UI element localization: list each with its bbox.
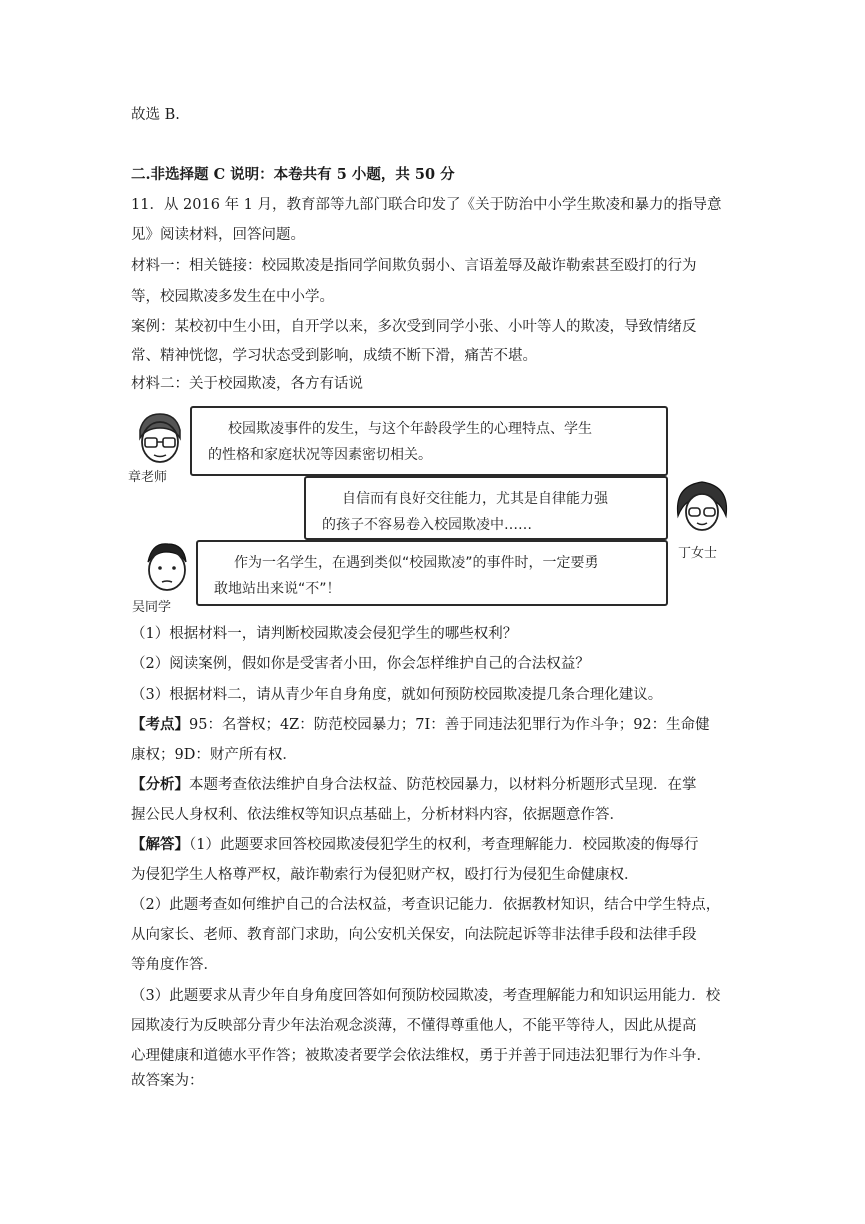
- fenxi-line-2: 握公民人身权利、依法维权等知识点基础上，分析材料内容，依据题意作答．: [131, 807, 624, 823]
- speech-illustration: [128, 404, 732, 614]
- subquestion-1: （1）根据材料一，请判断校园欺凌会侵犯学生的哪些权利？: [131, 626, 518, 642]
- teacher-name: 章老师: [128, 470, 168, 485]
- teacher-avatar-icon: [130, 408, 190, 468]
- section-heading: 二.非选择题 C 说明：本卷共有 5 小题，共 50 分: [131, 166, 455, 183]
- kaodian-line-2: 康权；9D：财产所有权．: [131, 747, 297, 763]
- woman-speech-line-2: 的孩子不容易卷入校园欺凌中……: [322, 517, 532, 533]
- jieda-line-1: [131, 835, 731, 855]
- question-line-1: 11．从 2016 年 1 月，教育部等九部门联合印发了《关于防治中小学生欺凌和暴力的指导意: [131, 197, 722, 213]
- subquestion-2: （2）阅读案例，假如你是受害者小田，你会怎样维护自己的合法权益？: [131, 656, 590, 672]
- answer3-line-3: 心理健康和道德水平作答；被欺凌者要学会依法维权，勇于并善于同违法犯罪行为作斗争．: [131, 1048, 711, 1064]
- teacher-speech-line-2: 的性格和家庭状况等因素密切相关。: [208, 447, 432, 463]
- woman-speech-line-1: 自信而有良好交往能力，尤其是自律能力强: [342, 491, 608, 507]
- answer2-line-2: 从向家长、老师、教育部门求助，向公安机关保安，向法院起诉等非法律手段和法律手段: [131, 927, 697, 943]
- answer3-line-2: 园欺凌行为反映部分青少年法治观念淡薄，不懂得尊重他人，不能平等待人，因此从提高: [131, 1018, 697, 1034]
- fenxi-label: 【分析】: [131, 776, 189, 793]
- jieda-line-2: 为侵犯学生人格尊严权，敲诈勒索行为侵犯财产权，殴打行为侵犯生命健康权．: [131, 867, 639, 883]
- woman-name: 丁女士: [678, 546, 718, 561]
- answer3-line-4: 故答案为：: [131, 1073, 204, 1089]
- subquestion-3: （3）根据材料二，请从青少年自身角度，就如何预防校园欺凌提几条合理化建议。: [131, 687, 663, 703]
- student-speech-line-2: 敢地站出来说“不”！: [214, 581, 341, 597]
- answer2-line-1: （2）此题考查如何维护自己的合法权益，考查识记能力．依据教材知识，结合中学生特点，: [131, 897, 721, 913]
- answer2-line-3: 等角度作答．: [131, 957, 218, 973]
- fenxi-line-1: [131, 775, 731, 795]
- kaodian-label: 【考点】: [131, 716, 189, 733]
- top-line: 故选 B.: [131, 107, 180, 123]
- student-avatar-icon: [136, 536, 196, 596]
- jieda-text-1: （1）此题要求回答校园欺凌侵犯学生的权利，考查理解能力．校园欺凌的侮辱行: [189, 837, 699, 853]
- student-name: 吴同学: [132, 600, 172, 615]
- material1-line-1: 材料一：相关链接：校园欺凌是指同学间欺负弱小、言语羞辱及敲诈勒索甚至殴打的行为: [131, 258, 697, 274]
- material2-line: 材料二：关于校园欺凌，各方有话说: [131, 376, 363, 392]
- teacher-speech-line-1: 校园欺凌事件的发生，与这个年龄段学生的心理特点、学生: [228, 421, 592, 437]
- fenxi-text-1: 本题考查依法维护自身合法权益、防范校园暴力，以材料分析题形式呈现．在掌: [189, 777, 697, 793]
- woman-avatar-icon: [672, 476, 732, 536]
- kaodian-line-1: [131, 715, 731, 735]
- student-speech-bubble: [196, 540, 668, 606]
- case-line-2: 常、精神恍惚，学习状态受到影响，成绩不断下滑，痛苦不堪。: [131, 348, 537, 364]
- student-speech-line-1: 作为一名学生，在遇到类似“校园欺凌”的事件时，一定要勇: [234, 555, 599, 571]
- jieda-label: 【解答】: [131, 836, 189, 853]
- material1-line-2: 等，校园欺凌多发生在中小学。: [131, 289, 334, 305]
- question-line-2: 见》阅读材料，回答问题。: [131, 227, 305, 243]
- teacher-speech-bubble: [190, 406, 668, 476]
- woman-speech-bubble: [304, 476, 668, 540]
- case-line-1: 案例：某校初中生小田，自开学以来，多次受到同学小张、小叶等人的欺凌，导致情绪反: [131, 319, 697, 335]
- answer3-line-1: （3）此题要求从青少年自身角度回答如何预防校园欺凌，考查理解能力和知识运用能力．校: [131, 988, 721, 1004]
- kaodian-text-1: 95：名誉权；4Z：防范校园暴力；7I：善于同违法犯罪行为作斗争；92：生命健: [189, 717, 710, 733]
